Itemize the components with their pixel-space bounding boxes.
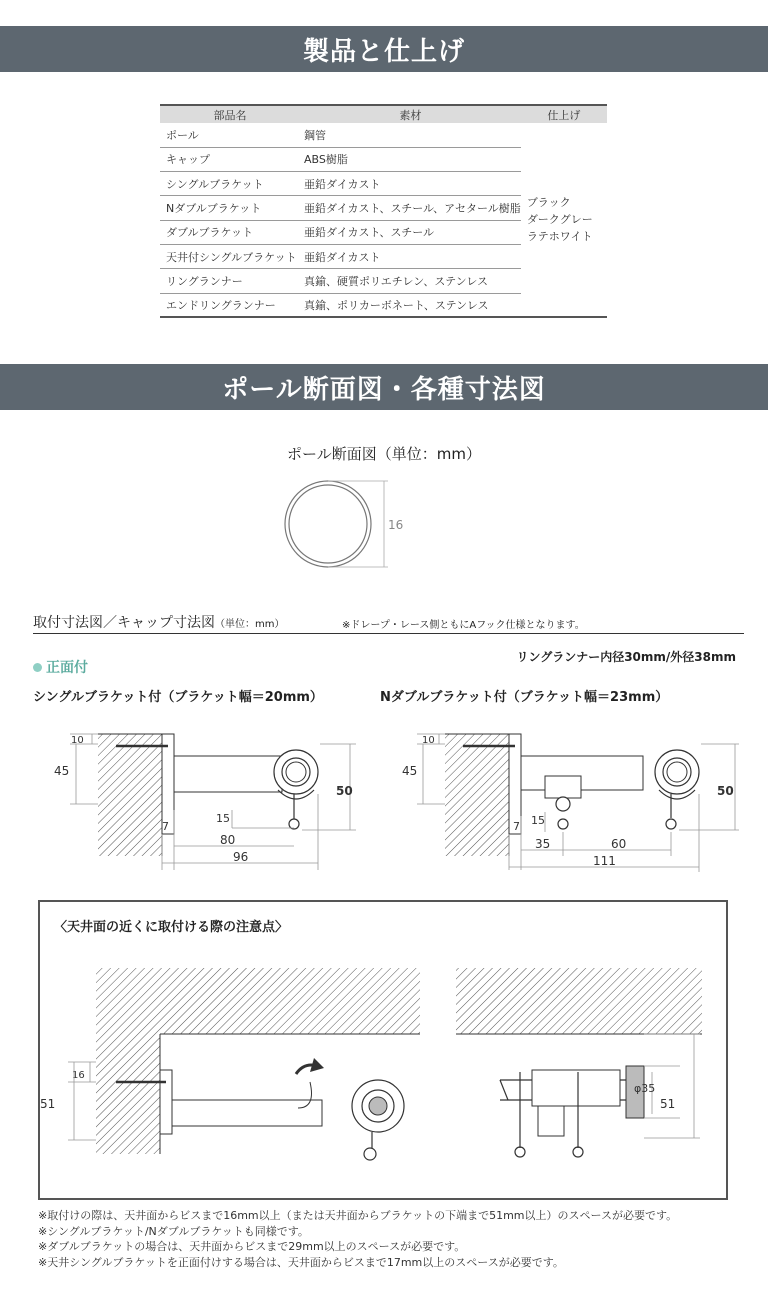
column-header-part: 部品名 bbox=[160, 105, 300, 123]
cross-section-title: ポール断面図（単位：mm） bbox=[287, 445, 481, 463]
dim-right: 50 bbox=[336, 784, 353, 798]
material: 亜鉛ダイカスト、スチール、アセタール樹脂 bbox=[300, 196, 521, 220]
dim-len3: 111 bbox=[593, 854, 616, 868]
dim-top: 10 bbox=[422, 735, 435, 746]
part-name: エンドリングランナー bbox=[160, 293, 300, 317]
part-name: Nダブルブラケット bbox=[160, 196, 300, 220]
material: ABS樹脂 bbox=[300, 147, 521, 171]
dim-mid: 15 bbox=[216, 812, 230, 825]
double-bracket-diagram bbox=[395, 720, 745, 875]
bracket-arm bbox=[172, 1100, 322, 1126]
column-header-material: 素材 bbox=[300, 105, 521, 123]
ceiling-notice-box bbox=[38, 900, 728, 1200]
dim-top: 10 bbox=[71, 735, 84, 746]
finish-list bbox=[521, 123, 607, 317]
ceiling-diagrams bbox=[40, 962, 726, 1198]
runner-ring bbox=[573, 1147, 583, 1157]
inner-rail bbox=[545, 776, 581, 798]
part-name: キャップ bbox=[160, 147, 300, 171]
footnote: ※ダブルブラケットの場合は、天井面からビスまで29mm以上のスペースが必要です。 bbox=[38, 1240, 466, 1253]
dim-len2: 96 bbox=[233, 850, 249, 864]
footnote: ※取付けの際は、天井面からビスまで16mm以上（または天井面からブラケットの下端まで51mm以上）のスペースが必要です。 bbox=[38, 1209, 678, 1222]
bracket-plate bbox=[162, 734, 174, 834]
double-bracket-title: Nダブルブラケット付（ブラケット幅＝23mm） bbox=[380, 690, 669, 705]
runner-ring bbox=[515, 1147, 525, 1157]
dimension-heading bbox=[33, 612, 284, 632]
dimensions-banner: ポール断面図・各種寸法図 bbox=[0, 364, 768, 410]
material: 真鍮、硬質ポリエチレン、ステンレス bbox=[300, 269, 521, 293]
bracket-body bbox=[532, 1070, 620, 1106]
footnotes bbox=[38, 1208, 677, 1270]
bracket-arm bbox=[174, 756, 282, 792]
hook-note: ※ドレープ・レース側ともにAフック仕様となります。 bbox=[342, 620, 585, 631]
mount-type-label bbox=[33, 657, 88, 677]
dim-len2: 60 bbox=[611, 837, 627, 851]
bracket-plate bbox=[509, 734, 521, 834]
bullet-icon bbox=[33, 663, 42, 672]
dim-len1: 35 bbox=[535, 837, 551, 851]
dim-diameter: φ35 bbox=[634, 1082, 656, 1095]
runner-ring bbox=[364, 1148, 376, 1160]
mount-type-text: 正面付 bbox=[46, 660, 88, 676]
table-header-row bbox=[160, 105, 607, 123]
single-bracket-diagram bbox=[40, 720, 370, 875]
cross-section-dimension: 16 bbox=[388, 518, 404, 532]
dimension-heading-text: 取付寸法図／キャップ寸法図 bbox=[33, 615, 215, 631]
wall-hatch bbox=[445, 734, 509, 856]
dim-side: 51 bbox=[40, 1097, 56, 1111]
finish-item: ブラック bbox=[526, 196, 571, 210]
column-header-finish: 仕上げ bbox=[521, 105, 607, 123]
table-row bbox=[160, 123, 607, 147]
inner-runner bbox=[556, 797, 570, 811]
dim-left: 45 bbox=[54, 764, 70, 778]
part-name: 天井付シングルブラケット bbox=[160, 244, 300, 268]
wall-hatch bbox=[96, 1034, 160, 1154]
pole-cross-section-diagram bbox=[280, 478, 420, 574]
footnote: ※シングルブラケット/Nダブルブラケットも同様です。 bbox=[38, 1224, 309, 1238]
dim-mid: 15 bbox=[531, 814, 545, 827]
materials-table bbox=[160, 104, 607, 318]
single-bracket-title: シングルブラケット付（ブラケット幅＝20mm） bbox=[33, 690, 323, 705]
material: 鋼管 bbox=[300, 123, 521, 147]
finish-item: ラテホワイト bbox=[526, 230, 593, 244]
finish-item: ダークグレー bbox=[526, 213, 593, 227]
dim-top: 16 bbox=[72, 1070, 85, 1081]
products-banner: 製品と仕上げ bbox=[0, 26, 768, 72]
dimension-unit: （単位：mm） bbox=[215, 619, 285, 630]
dim-small: 7 bbox=[513, 820, 520, 833]
part-name: ポール bbox=[160, 123, 300, 147]
material: 亜鉛ダイカスト、スチール bbox=[300, 220, 521, 244]
footnote: ※天井シングルブラケットを正面付けする場合は、天井面からビスまで17mm以上のスペースが必要です。 bbox=[38, 1255, 564, 1269]
material: 亜鉛ダイカスト bbox=[300, 172, 521, 196]
divider bbox=[33, 633, 744, 634]
wall-hatch bbox=[98, 734, 162, 856]
runner-ring bbox=[666, 819, 676, 829]
dim-len1: 80 bbox=[220, 833, 236, 847]
dim-right: 50 bbox=[717, 784, 734, 798]
ceiling-hatch bbox=[456, 968, 702, 1034]
material: 亜鉛ダイカスト bbox=[300, 244, 521, 268]
part-name: ダブルブラケット bbox=[160, 220, 300, 244]
dim-left: 45 bbox=[402, 764, 418, 778]
bracket-plate bbox=[160, 1070, 172, 1134]
part-name: シングルブラケット bbox=[160, 172, 300, 196]
part-name: リングランナー bbox=[160, 269, 300, 293]
dim-small: 7 bbox=[162, 820, 169, 833]
notice-title: 〈天井面の近くに取付ける際の注意点〉 bbox=[54, 920, 289, 935]
bracket-stem bbox=[538, 1106, 564, 1136]
ring-runner-spec: リングランナー内径30mm/外径38mm bbox=[516, 650, 736, 664]
dim-side: 51 bbox=[660, 1097, 676, 1111]
ceiling-hatch bbox=[96, 968, 420, 1034]
bracket-arm bbox=[521, 756, 643, 790]
runner-ring bbox=[289, 819, 299, 829]
material: 真鍮、ポリカーボネート、ステンレス bbox=[300, 293, 521, 317]
